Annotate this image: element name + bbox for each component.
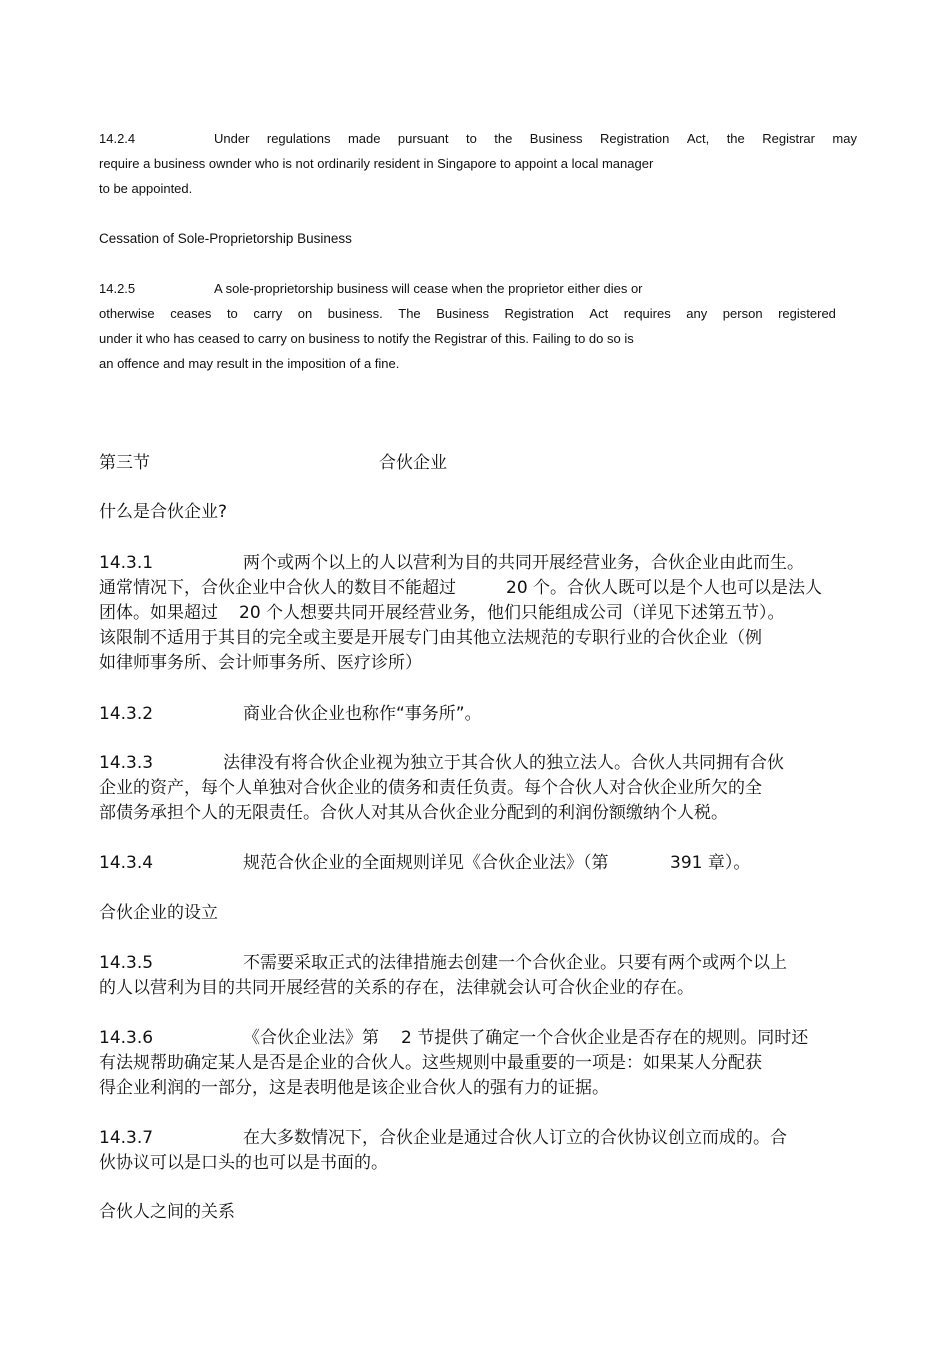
para-text: 通常情况下，合伙企业中合伙人的数目不能超过 <box>99 578 456 598</box>
para-14-2-5-justified-line <box>99 306 836 322</box>
para-14-3-1-line-4: 该限制不适用于其目的完全或主要是开展专门由其他立法规范的专职行业的合伙企业（例 <box>99 628 762 648</box>
para-number: 14.2.5 <box>99 281 136 296</box>
word: Act, <box>686 131 710 146</box>
para-text: 不需要采取正式的法律措施去创建一个合伙企业。只要有两个或两个以上 <box>243 953 787 973</box>
word: carry <box>253 306 283 321</box>
word: Registration <box>600 131 670 146</box>
para-14-3-5-line-2: 的人以营利为目的共同开展经营的关系的存在，法律就会认可合伙企业的存在。 <box>99 978 694 998</box>
para-14-2-4-justified-line <box>214 131 857 147</box>
para-14-3-6-line-2: 有法规帮助确定某人是否是企业的合伙人。这些规则中最重要的一项是：如果某人分配获 <box>99 1053 762 1073</box>
para-text: 《合伙企业法》第 <box>243 1028 379 1048</box>
word: requires <box>623 306 671 321</box>
para-text: 20 个人想要共同开展经营业务，他们只能组成公司（详见下述第五节）。 <box>239 603 785 623</box>
para-number: 14.3.4 <box>99 853 154 873</box>
para-text: 团体。如果超过 <box>99 603 218 623</box>
word: Business <box>436 306 489 321</box>
para-14-3-7-line-2: 伙协议可以是口头的也可以是书面的。 <box>99 1153 388 1173</box>
para-14-3-3-line-3: 部债务承担个人的无限责任。合伙人对其从合伙企业分配到的利润份额缴纳个人税。 <box>99 803 728 823</box>
subheading-what-is-partnership: 什么是合伙企业? <box>99 502 228 522</box>
para-number: 14.3.1 <box>99 553 154 573</box>
para-number: 14.3.2 <box>99 704 154 724</box>
word: Registration <box>504 306 574 321</box>
word: The <box>398 306 421 321</box>
word: pursuant <box>397 131 449 146</box>
word: Registrar <box>762 131 815 146</box>
word: Act <box>589 306 609 321</box>
para-14-3-6-line-3: 得企业利润的一部分，这是表明他是该企业合伙人的强有力的证据。 <box>99 1078 609 1098</box>
para-14-2-4-line-2: require a business ownder who is not ordinarily resident in Singapore to appoint a local manager <box>99 156 654 171</box>
word: otherwise <box>99 306 155 321</box>
section-label: 第三节 <box>99 453 150 473</box>
para-14-2-4-line-3: to be appointed. <box>99 181 193 196</box>
word: ceases <box>170 306 212 321</box>
para-text: 法律没有将合伙企业视为独立于其合伙人的独立法人。合伙人共同拥有合伙 <box>223 753 784 773</box>
para-text: 规范合伙企业的全面规则详见《合伙企业法》（第 <box>243 853 609 873</box>
word: may <box>832 131 857 146</box>
para-14-3-3-line-2: 企业的资产，每个人单独对合伙企业的债务和责任负责。每个合伙人对合伙企业所欠的全 <box>99 778 762 798</box>
subheading-partner-relations: 合伙人之间的关系 <box>99 1202 235 1222</box>
word: on <box>297 306 313 321</box>
para-text: 在大多数情况下，合伙企业是通过合伙人订立的合伙协议创立而成的。合 <box>243 1128 787 1148</box>
word: to <box>226 306 238 321</box>
para-number: 14.3.3 <box>99 753 154 773</box>
section-title: 合伙企业 <box>379 453 447 473</box>
para-14-2-5-line-3: under it who has ceased to carry on business to notify the Registrar of this. Failing to do so is <box>99 331 634 346</box>
word: regulations <box>266 131 331 146</box>
word: person <box>722 306 763 321</box>
word: Business <box>529 131 583 146</box>
word: to <box>465 131 477 146</box>
word: any <box>686 306 708 321</box>
para-number: 14.2.4 <box>99 131 136 146</box>
para-text: 391 章）。 <box>670 853 751 873</box>
word: registered <box>778 306 836 321</box>
para-text: A sole-proprietorship business will cease when the proprietor either dies or <box>214 281 643 296</box>
word: the <box>494 131 513 146</box>
para-14-3-1-line-5: 如律师事务所、会计师事务所、医疗诊所） <box>99 653 422 673</box>
para-14-2-5-line-4: an offence and may result in the imposition of a fine. <box>99 356 400 371</box>
para-text: 两个或两个以上的人以营利为目的共同开展经营业务，合伙企业由此而生。 <box>243 553 804 573</box>
word: business. <box>327 306 383 321</box>
word: Under <box>214 131 250 146</box>
para-text: 商业合伙企业也称作“事务所”。 <box>243 704 482 724</box>
para-number: 14.3.5 <box>99 953 154 973</box>
word: the <box>726 131 745 146</box>
subheading-cessation: Cessation of Sole-Proprietorship Business <box>99 231 352 246</box>
para-number: 14.3.7 <box>99 1128 154 1148</box>
para-number: 14.3.6 <box>99 1028 154 1048</box>
word: made <box>347 131 381 146</box>
subheading-setup: 合伙企业的设立 <box>99 903 218 923</box>
para-text: 2 节提供了确定一个合伙企业是否存在的规则。同时还 <box>401 1028 809 1048</box>
para-text: 20 个。合伙人既可以是个人也可以是法人 <box>506 578 823 598</box>
